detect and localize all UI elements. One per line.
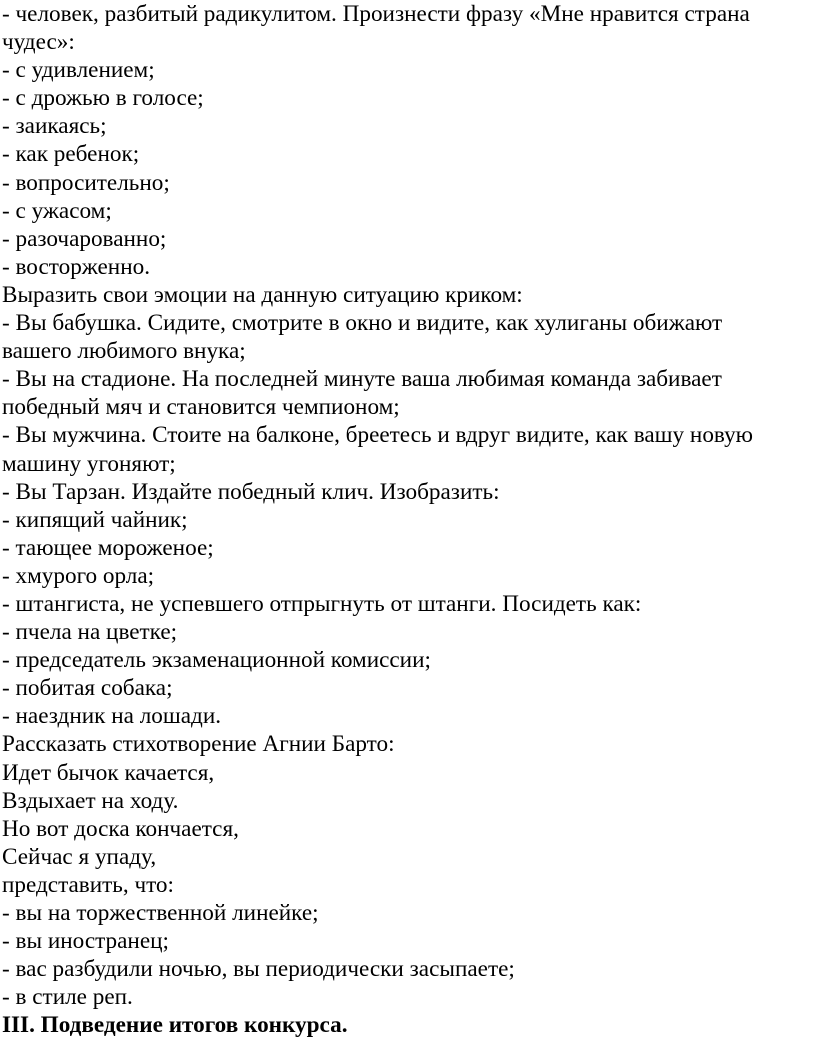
text-line: - вы иностранец;	[2, 928, 169, 955]
text-line: - председатель экзаменационной комиссии;	[2, 647, 431, 674]
text-line: победный мяч и становится чемпионом;	[2, 394, 400, 421]
text-line: - вы на торжественной линейке;	[2, 900, 319, 926]
text-line: - как ребенок;	[2, 141, 140, 168]
text-line: - в стиле реп.	[2, 984, 133, 1011]
text-line: - Вы на стадионе. На последней минуте ваша любимая команда забивает	[2, 366, 722, 393]
text-line: - вас разбудили ночью, вы периодически засыпаете;	[2, 956, 515, 983]
text-line: - кипящий чайник;	[2, 506, 188, 533]
text-line: - хмурого орла;	[2, 562, 155, 589]
text-line: машину угоняют;	[2, 450, 176, 477]
text-line: - разочарованно;	[2, 225, 167, 252]
text-line: - штангиста, не успевшего отпрыгнуть от штанги. Посидеть как:	[2, 590, 642, 617]
text-line: - человек, разбитый радикулитом. Произнести фразу «Мне нравится страна	[2, 1, 750, 27]
text-line: - с удивлением;	[2, 57, 155, 84]
text-line: представить, что:	[2, 871, 174, 898]
text-line: - тающее мороженое;	[2, 534, 214, 561]
text-line: Выразить свои эмоции на данную ситуацию криком:	[2, 281, 523, 308]
text-line: - наездник на лошади.	[2, 703, 222, 730]
section-heading: III. Подведение итогов конкурса.	[2, 1012, 348, 1039]
text-line: - Вы Тарзан. Издайте победный клич. Изобразить:	[2, 478, 500, 505]
text-line: - Вы бабушка. Сидите, смотрите в окно и видите, как хулиганы обижают	[2, 310, 723, 337]
poem-line: Но вот доска кончается,	[2, 815, 239, 842]
text-line: - вопросительно;	[2, 169, 170, 196]
poem-line: Вздыхает на ходу.	[2, 787, 179, 814]
text-line: вашего любимого внука;	[2, 338, 246, 365]
text-line: - пчела на цветке;	[2, 619, 178, 646]
text-line: - с дрожью в голосе;	[2, 85, 204, 112]
document-body	[2, 0, 814, 1039]
text-line: - Вы мужчина. Стоите на балконе, бреетесь и вдруг видите, как вашу новую	[2, 422, 753, 449]
poem-line: Сейчас я упаду,	[2, 843, 157, 870]
text-line: - заикаясь;	[2, 113, 107, 140]
text-line: Рассказать стихотворение Агнии Барто:	[2, 731, 395, 758]
text-line: - побитая собака;	[2, 675, 173, 702]
text-line: - с ужасом;	[2, 197, 112, 224]
poem-line: Идет бычок качается,	[2, 759, 215, 786]
text-line: чудес»:	[2, 29, 75, 56]
text-line: - восторженно.	[2, 253, 151, 280]
